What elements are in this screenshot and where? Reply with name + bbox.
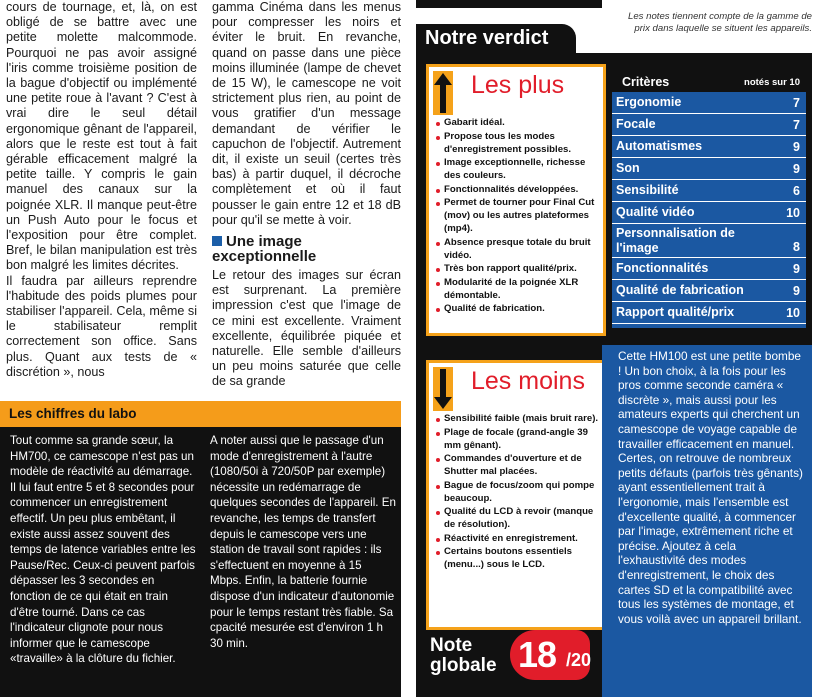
criteria-score: 8 bbox=[793, 240, 800, 254]
list-item: Propose tous les modes d'enregistrement possibles. bbox=[435, 131, 599, 157]
article-paragraph: Le retour des images sur écran est surprenant. La première impression c'est que l'image de ce mini est excellente. Vraiment excellente, équilibrée piquée et naturelle. Elle semble d'ailleurs un peu moins saturée que celle de sa grande bbox=[212, 268, 401, 389]
overall-score-label bbox=[430, 636, 497, 676]
criteria-name: Automatismes bbox=[616, 139, 703, 153]
criteria-name: Personnalisation de l'image bbox=[616, 226, 735, 255]
criteria-row bbox=[612, 92, 806, 114]
criteria-name: Rapport qualité/prix bbox=[616, 305, 735, 319]
overall-score-max: /20 bbox=[566, 650, 592, 670]
list-item: Image exceptionnelle, richesse des couleurs. bbox=[435, 157, 599, 183]
lab-results-box bbox=[0, 401, 401, 697]
section-subhead bbox=[212, 234, 401, 264]
criteria-header bbox=[612, 72, 806, 92]
lab-results-title: Les chiffres du labo bbox=[9, 406, 137, 421]
criteria-row bbox=[612, 114, 806, 136]
top-dark-strip bbox=[416, 0, 602, 8]
criteria-scale-label: notés sur 10 bbox=[744, 77, 800, 88]
criteria-score: 7 bbox=[793, 96, 800, 110]
article-column-1 bbox=[6, 0, 197, 380]
arrow-up-icon bbox=[433, 71, 453, 115]
criteria-table bbox=[612, 72, 806, 328]
list-item: Sensibilité faible (mais bruit rare). bbox=[435, 413, 599, 426]
lab-results-header bbox=[0, 401, 401, 427]
pros-title: Les plus bbox=[471, 71, 565, 99]
list-item: Qualité du LCD à revoir (manque de résolution). bbox=[435, 506, 599, 532]
article-paragraph: Il faudra par ailleurs reprendre l'habitude des poids plumes pour stabiliser l'appareil. Cela, même si le stabilisateur remplit correctement son office. Sans plus. Quant aux tests de « discrétion », nous bbox=[6, 273, 197, 379]
square-bullet-icon bbox=[212, 236, 222, 246]
list-item: Très bon rapport qualité/prix. bbox=[435, 263, 599, 276]
list-item: Fonctionnalités développées. bbox=[435, 184, 599, 197]
subhead-text: Une image exceptionnelle bbox=[212, 233, 317, 266]
criteria-row bbox=[612, 280, 806, 302]
list-item: Certains boutons essentiels (menu...) sous le LCD. bbox=[435, 546, 599, 572]
criteria-name: Son bbox=[616, 161, 640, 175]
criteria-row bbox=[612, 258, 806, 280]
criteria-name: Focale bbox=[616, 117, 656, 131]
list-item: Absence presque totale du bruit vidéo. bbox=[435, 237, 599, 263]
cons-title: Les moins bbox=[471, 367, 585, 395]
criteria-row bbox=[612, 224, 806, 258]
criteria-name: Ergonomie bbox=[616, 95, 682, 109]
overall-score-badge bbox=[510, 630, 590, 680]
criteria-header-label: Critères bbox=[622, 75, 670, 89]
overall-score-label-line1: Note bbox=[430, 635, 473, 656]
criteria-score: 10 bbox=[786, 306, 800, 320]
verdict-tab bbox=[416, 24, 576, 54]
ratings-footnote: Les notes tiennent compte de la gamme de prix dans laquelle se situent les appareils. bbox=[628, 11, 812, 34]
list-item: Réactivité en enregistrement. bbox=[435, 533, 599, 546]
criteria-row bbox=[612, 136, 806, 158]
verdict-summary-text: Cette HM100 est une petite bombe ! Un bon choix, à la fois pour les pros comme seconde caméra « discrète », mais aussi pour les amateurs experts qui cherchent un camescope de voyage capable de travailler efficacement en manuel. Certes, on retrouve de nombreux petits défauts (parfois très gênants) ayant essentiellement trait à l'ergonomie, mais l'ensemble est d'excellente qualité, à commencer par l'image, extrêmement riche et précise. Ajoutez à cela l'exhaustivité des modes d'enregistrement, le choix des cartes SD et la compatibilité avec tous les systèmes de montage, et vous voilà avec un appareil brillant. bbox=[618, 349, 803, 626]
criteria-row bbox=[612, 302, 806, 324]
criteria-score: 9 bbox=[793, 140, 800, 154]
criteria-name: Fonctionnalités bbox=[616, 261, 709, 275]
criteria-score: 9 bbox=[793, 284, 800, 298]
list-item: Bague de focus/zoom qui pompe beaucoup. bbox=[435, 480, 599, 506]
list-item: Qualité de fabrication. bbox=[435, 303, 599, 316]
list-item: Modularité de la poignée XLR démontable. bbox=[435, 277, 599, 303]
criteria-score: 7 bbox=[793, 118, 800, 132]
criteria-row bbox=[612, 180, 806, 202]
list-item: Commandes d'ouverture et de Shutter mal placées. bbox=[435, 453, 599, 479]
arrow-down-icon bbox=[433, 367, 453, 411]
list-item: Permet de tourner pour Final Cut (mov) ou les autres plateformes (mp4). bbox=[435, 197, 599, 236]
list-item: Gabarit idéal. bbox=[435, 117, 599, 130]
lab-text-column-1: Tout comme sa grande sœur, la HM700, ce camescope n'est pas un modèle de réactivité au démarrage. Il lui faut entre 5 et 8 secondes pour commencer un enregistrement effectif. Un peu plus embêtant, il existe aussi assez souvent des temps de latence variables entre les Pause/Rec. Ceux-ci peuvent parfois dépasser les 3 secondes en fonction de ce qui était en train d'être tourné. Dans ce cas l'indicateur clignote pour nous informer que le camescope «travaille» à la clôture du fichier. bbox=[10, 434, 196, 666]
pros-list bbox=[435, 117, 599, 317]
cons-list bbox=[435, 413, 599, 573]
criteria-name: Qualité vidéo bbox=[616, 205, 695, 219]
criteria-score: 6 bbox=[793, 184, 800, 198]
criteria-name: Sensibilité bbox=[616, 183, 679, 197]
article-paragraph: gamma Cinéma dans les menus pour compresser les noirs et éviter le bruit. En revanche, quand on passe dans une pièce moins illuminée (lampe de chevet de 15 W), le camescope ne voit strictement plus rien, au point de vous gratifier d'un message demandant de vérifier le capuchon de l'objectif. Autrement dit, il existe un seuil (certes très bas) à partir duquel, il décroche complètement et où il faut pousser le gain entre 12 et 18 dB pour qu'il se mette à voir. bbox=[212, 0, 401, 227]
criteria-score: 9 bbox=[793, 162, 800, 176]
criteria-score: 9 bbox=[793, 262, 800, 276]
criteria-row bbox=[612, 158, 806, 180]
overall-score-value: 18 bbox=[518, 634, 557, 675]
list-item: Plage de focale (grand-angle 39 mm gênant). bbox=[435, 427, 599, 453]
cons-box bbox=[426, 360, 606, 630]
criteria-name: Qualité de fabrication bbox=[616, 283, 744, 297]
lab-text-column-2: A noter aussi que le passage d'un mode d'enregistrement à l'autre (1080/50i à 720/50P par exemple) nécessite un redémarrage de quelques secondes de l'appareil. En revanche, les temps de transfert depuis le camescope vers une station de travail sont rapides : ils s'effectuent en moyenne à 15 Mbps. Enfin, la batterie fournie dispose d'un indicateur d'autonomie pour le temps restant très fiable. Sa cpacité mesurée est d'environ 1 h 30 min. bbox=[210, 434, 396, 650]
verdict-title: Notre verdict bbox=[425, 27, 549, 49]
article-column-2 bbox=[212, 0, 401, 390]
criteria-score: 10 bbox=[786, 206, 800, 220]
overall-score-label-line2: globale bbox=[430, 655, 497, 676]
criteria-row bbox=[612, 202, 806, 224]
verdict-summary-box bbox=[602, 345, 812, 697]
article-paragraph: cours de tournage, et, là, on est obligé de se battre avec une petite molette malcommode. Pourquoi ne pas avoir assigné l'iris comme troisième position de la bague d'objectif ou implémenté une petite roue à l'avant ? C'est à vrai dire le seul détail ergonomique gênant de l'appareil, alors que le reste est tout à fait gérable efficacement malgré la petite taille. Y compris le gain manuel des canaux sur la poignée XLR. Il manque peut-être un Push Auto pour le focus et l'exposition pour être complet. Bref, le bilan manipulation est très bon malgré les limites décrites. bbox=[6, 0, 197, 273]
pros-box bbox=[426, 64, 606, 336]
